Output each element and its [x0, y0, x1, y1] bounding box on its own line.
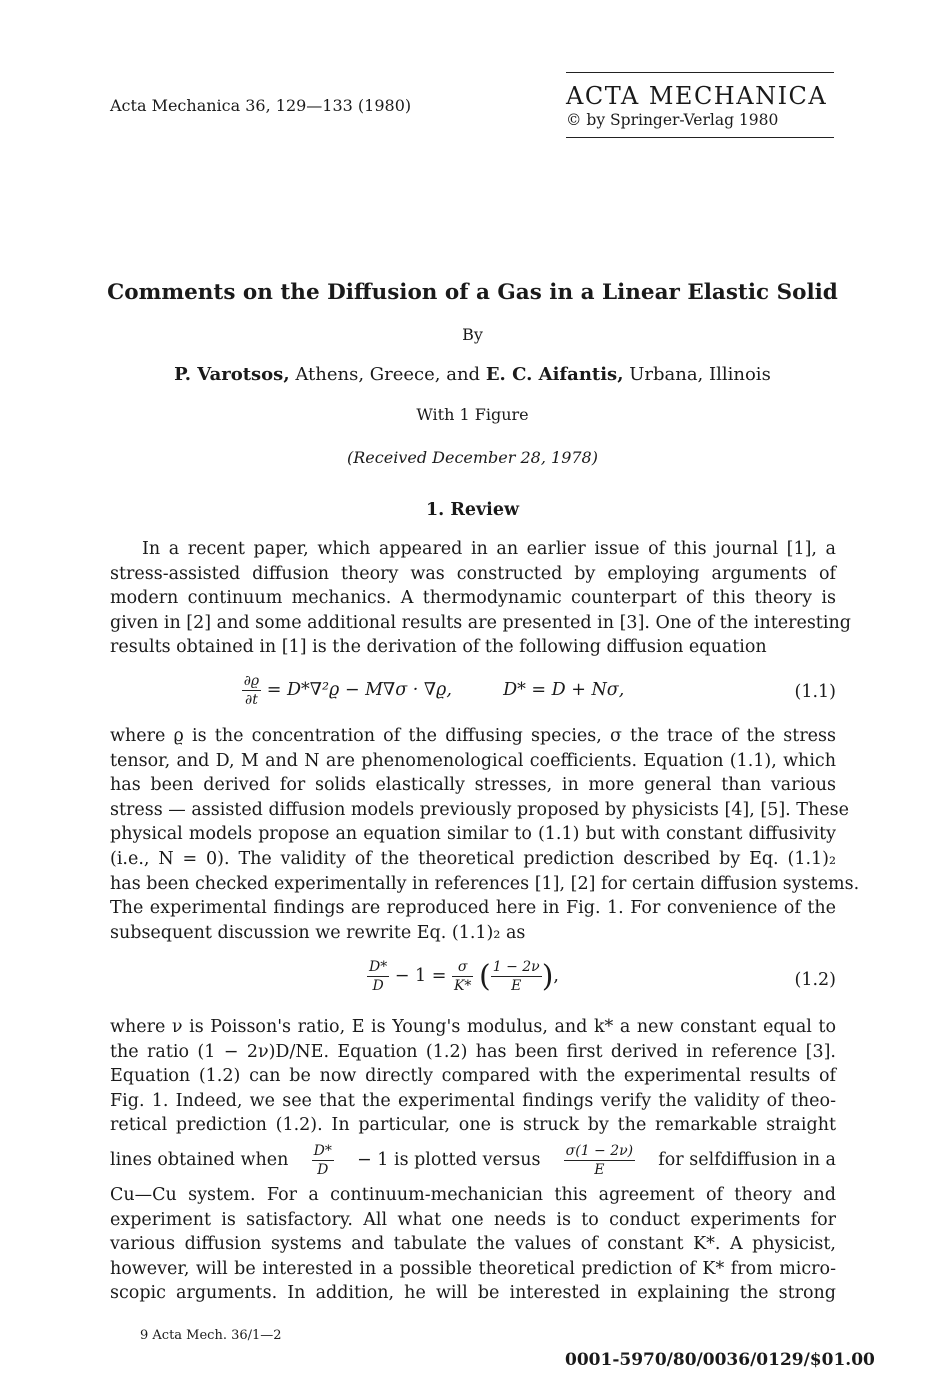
by-line: By: [462, 325, 483, 344]
eq2-middle: − 1 =: [394, 966, 447, 986]
eq2-sigma-fraction: [452, 958, 473, 995]
text-line: retical prediction (1.2). In particular, one is struck by the remarkable straight: [110, 1115, 836, 1136]
inline-frac2-numerator: σ(1 − 2ν): [565, 1142, 634, 1159]
page-footnote: 9 Acta Mech. 36/1—2: [140, 1328, 282, 1343]
masthead-copyright: © by Springer-Verlag 1980: [566, 111, 779, 129]
eq2-sigma-numerator: σ: [452, 958, 473, 977]
eq2-sigma-denominator: K*: [453, 978, 472, 994]
eq2-number: (1.2): [794, 970, 836, 990]
inline-frac2-denominator: E: [594, 1161, 605, 1178]
masthead-bottom-rule: [566, 137, 834, 138]
text-line: Equation (1.2) can be now directly compared with the experimental results of: [110, 1066, 836, 1087]
price-code: 0001-5970/80/0036/0129/$01.00: [565, 1350, 875, 1370]
text-line: tensor, and D, M and N are phenomenological coefficients. Equation (1.1), which: [110, 750, 836, 771]
eq2-paren-numerator: 1 − 2ν: [492, 959, 540, 975]
journal-reference: Acta Mechanica 36, 129—133 (1980): [110, 96, 412, 115]
text-line: Cu—Cu system. For a continuum-mechanician this agreement of theory and: [110, 1185, 836, 1205]
paragraph-1: [110, 537, 851, 660]
masthead-top-rule: [566, 72, 834, 73]
eq2-lhs-numerator: D*: [368, 959, 388, 975]
masthead-journal-name: ACTA MECHANICA: [566, 82, 828, 110]
inline-fraction-2: [564, 1142, 635, 1179]
figure-count: With 1 Figure: [416, 405, 529, 424]
paragraph-3-continued: [110, 1183, 836, 1306]
eq1-frac-numerator: ∂ϱ: [243, 673, 260, 689]
text-line: (i.e., N = 0). The validity of the theoretical prediction described by Eq. (1.1)₂: [110, 848, 836, 869]
journal-masthead: [566, 72, 834, 138]
eq2-left-paren: (: [479, 959, 491, 994]
text-line: subsequent discussion we rewrite Eq. (1.1)₂ as: [110, 922, 526, 943]
eq2-lhs-fraction: [367, 958, 389, 995]
eq1-frac-denominator: ∂t: [244, 692, 258, 708]
text-line: results obtained in [1] is the derivation of the following diffusion equation: [110, 637, 767, 658]
inline-text-3: for selfdiffusion in a: [658, 1149, 836, 1170]
inline-text-2: − 1 is plotted versus: [357, 1149, 541, 1170]
text-line: modern continuum mechanics. A thermodynamic counterpart of this theory is: [110, 588, 836, 609]
inline-fraction-1: [312, 1142, 334, 1179]
received-date: (Received December 28, 1978): [347, 448, 598, 467]
paragraph-2: [110, 724, 860, 945]
eq2-paren-fraction: [491, 958, 542, 995]
author-1-name: P. Varotsos,: [174, 364, 290, 385]
text-line: given in [2] and some additional results are presented in [3]. One of the interesting: [110, 612, 851, 633]
text-line: however, will be interested in a possible theoretical prediction of K* from micro-: [110, 1258, 836, 1279]
text-line: experiment is satisfactory. All what one needs is to conduct experiments for: [110, 1209, 836, 1230]
text-line: various diffusion systems and tabulate the values of constant K*. A physicist,: [110, 1234, 836, 1255]
text-line: In a recent paper, which appeared in an earlier issue of this journal [1], a: [142, 539, 836, 559]
inline-frac1-denominator: D: [317, 1161, 329, 1178]
text-line: The experimental findings are reproduced here in Fig. 1. For convenience of the: [110, 898, 836, 919]
text-line: scopic arguments. In addition, he will be interested in explaining the strong: [110, 1283, 836, 1304]
eq2-right-paren: ): [541, 959, 554, 994]
eq1-number: (1.1): [794, 682, 836, 702]
equation-1-1: [110, 672, 836, 716]
text-line: the ratio (1 − 2ν)D/NE. Equation (1.2) has been first derived in reference [3].: [110, 1041, 836, 1062]
text-line: stress — assisted diffusion models previously proposed by physicists [4], [5]. These: [110, 799, 849, 820]
author-1-place: Athens, Greece, and: [295, 364, 481, 385]
eq1-second-part: D* = D + Nσ,: [503, 680, 625, 700]
eq1-rhs: = D*∇²ϱ − M∇σ · ∇ϱ,: [266, 680, 452, 700]
text-line: stress-assisted diffusion theory was constructed by employing arguments of: [110, 563, 836, 584]
text-line: has been checked experimentally in references [1], [2] for certain diffusion systems.: [110, 873, 860, 894]
eq1-fraction: [242, 672, 261, 709]
inline-text-1: lines obtained when: [110, 1149, 289, 1170]
author-2-place: Urbana, Illinois: [629, 364, 771, 385]
text-line: Fig. 1. Indeed, we see that the experimental findings verify the validity of theo-: [110, 1090, 836, 1111]
inline-formula-line: [110, 1137, 836, 1183]
text-line: has been derived for solids elastically stresses, in more general than various: [110, 775, 836, 796]
section-heading: 1. Review: [425, 500, 520, 520]
article-title: Comments on the Diffusion of a Gas in a Linear Elastic Solid: [107, 280, 838, 305]
equation-1-2: $\frac{D*}{D}$ − 1 = $\frac{\sigma}{K*}$ ( $\frac{1 - 2\nu}{E}$ ), (1.2): [368, 959, 836, 994]
text-line: where ϱ is the concentration of the diffusing species, σ the trace of the stress: [110, 726, 836, 746]
author-2-name: E. C. Aifantis,: [485, 364, 624, 385]
inline-frac1-numerator: D*: [313, 1142, 332, 1159]
text-line: physical models propose an equation similar to (1.1) but with constant diffusivity: [110, 824, 836, 845]
authors-line: [0, 364, 945, 385]
eq2-lhs-denominator: D: [372, 978, 384, 994]
text-line: where ν is Poisson's ratio, E is Young's modulus, and k* a new constant equal to: [110, 1017, 836, 1037]
paragraph-3: [110, 1015, 836, 1138]
eq2-paren-denominator: E: [511, 978, 522, 994]
